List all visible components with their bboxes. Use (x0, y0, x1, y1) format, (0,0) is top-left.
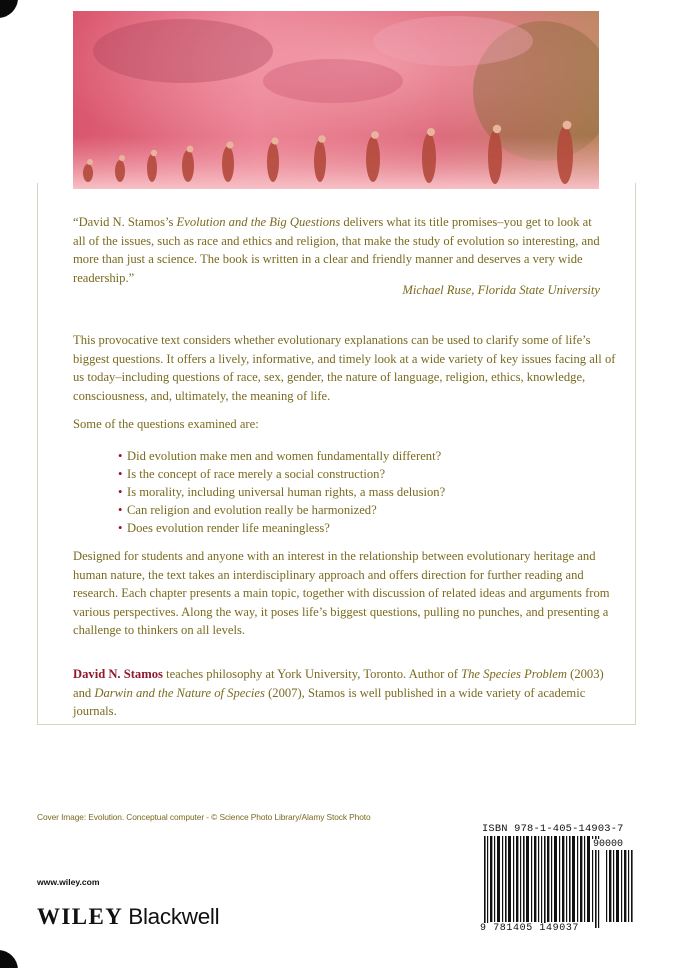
isbn-label: ISBN 978-1-405-14903-7 (482, 823, 624, 835)
bullet-icon: • (118, 520, 123, 535)
bullet-icon: • (118, 466, 123, 481)
bullet-icon: • (118, 502, 123, 517)
questions-list (118, 448, 598, 538)
quote-attribution: Michael Ruse, Florida State University (402, 283, 600, 297)
bio-text-2: (2003) and (73, 667, 604, 700)
question-text: Did evolution make men and women fundamentally different? (127, 449, 442, 463)
list-item (118, 502, 598, 520)
bio-text-3: (2007), Stamos is well published in a wide variety of academic journals. (73, 685, 586, 718)
author-bio (73, 665, 618, 721)
barcode-digits: 9 781405 149037 (480, 923, 580, 934)
endorsement-quote (73, 213, 603, 287)
question-text: Is morality, including universal human rights, a mass delusion? (127, 484, 446, 499)
cover-image-credit: Cover Image: Evolution. Conceptual computer - © Science Photo Library/Alamy Stock Photo (37, 812, 371, 822)
question-text: Does evolution render life meaningless? (127, 520, 330, 535)
question-text: Is the concept of race merely a social construction? (127, 466, 386, 481)
bio-book-1: The Species Problem (461, 667, 567, 681)
quote-book-title: Evolution and the Big Questions (176, 215, 341, 229)
author-name: David N. Stamos (73, 667, 163, 681)
list-item (118, 484, 598, 502)
description-intro: This provocative text considers whether evolutionary explanations can be used to clarify some of life’s biggest questions. It offers a lively, informative, and timely look at a wide variety of key issues facing all of us today–including questions of race, sex, gender, the nature of language, religion, ethics, knowledge, consciousness, and, ultimately, the meaning of life. (73, 333, 616, 403)
logo-blackwell: Blackwell (128, 904, 220, 929)
bullet-icon: • (118, 484, 123, 499)
price-code: 90000 (593, 839, 624, 850)
bullet-icon: • (118, 449, 123, 463)
question-text: Can religion and evolution really be harmonized? (127, 502, 377, 517)
description-closing: Designed for students and anyone with an interest in the relationship between evolutionary heritage and human nature, the text takes an interdisciplinary approach and offers direction for further reading and research. Each chapter presents a main topic, together with discussion of related ideas and arguments from various perspectives. Along the way, it poses life’s biggest questions, pulling no punches, and presenting a challenge to thinkers on all levels. (73, 549, 610, 637)
quote-prefix: “David N. Stamos’s (73, 215, 177, 229)
list-item (118, 466, 598, 484)
cover-image (73, 11, 599, 189)
logo-wiley: WILEY (37, 904, 124, 929)
bio-text-1: teaches philosophy at York University, Toronto. Author of (162, 667, 462, 681)
publisher-logo (37, 904, 219, 934)
barcode (476, 823, 638, 941)
list-item (118, 520, 598, 538)
quote-text: delivers what its title promises–you get to look at all of the issues, such as race and ethics and religion, that make the study of evolution so interesting, and more than just a science. The book is written in a clear and friendly manner and deserves a very wide readership.” (73, 215, 600, 285)
corner-hole-bottom (0, 950, 18, 968)
publisher-website: www.wiley.com (37, 877, 100, 887)
corner-hole-top (0, 0, 18, 18)
questions-lead: Some of the questions examined are: (73, 417, 259, 431)
list-item (118, 448, 598, 466)
bio-book-2: Darwin and the Nature of Species (94, 685, 265, 700)
